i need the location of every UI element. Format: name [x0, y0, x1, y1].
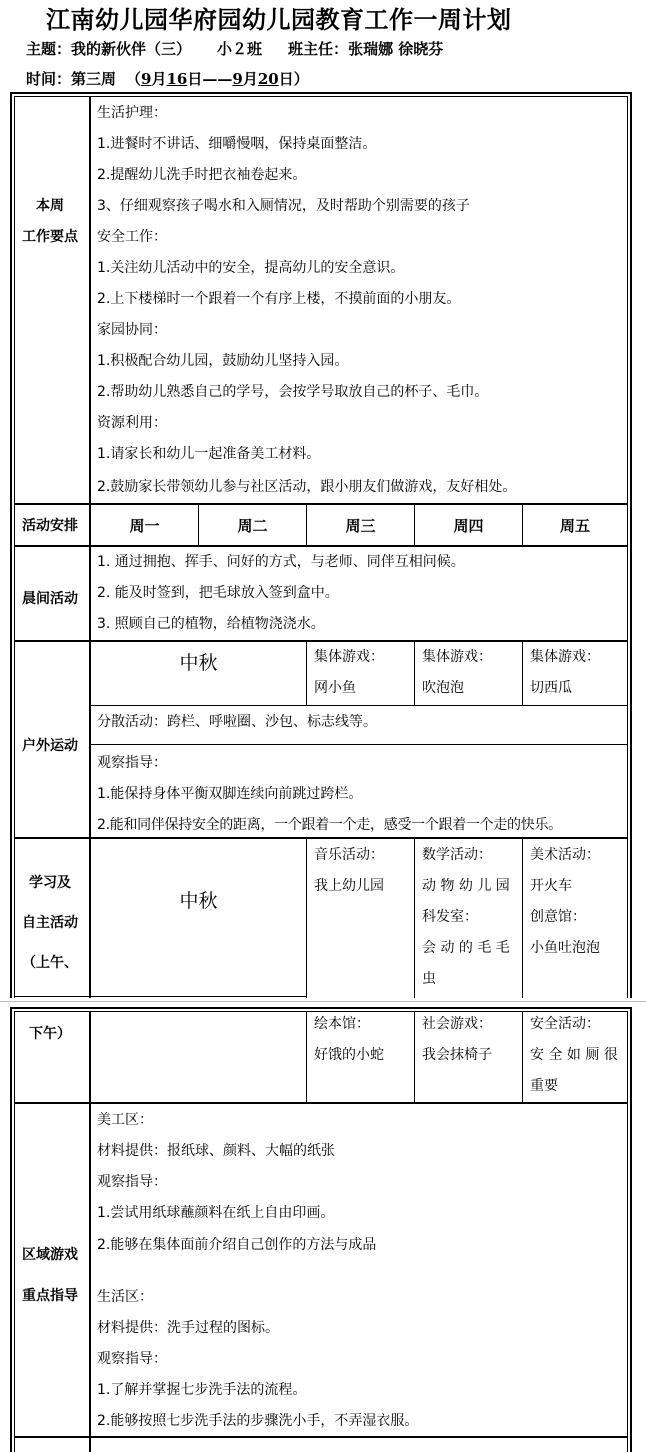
area-line: 观察指导： [97, 1351, 167, 1367]
key-point-line: 2.帮助幼儿熟悉自己的学号，会按学号取放自己的杯子、毛巾。 [97, 384, 489, 400]
theme-line [26, 38, 443, 59]
study-thu-title: 数学活动： [422, 847, 492, 863]
key-points-label-1: 本周 [36, 198, 64, 214]
day-char-2: 日） [278, 70, 309, 88]
outdoor-fri-game: 切西瓜 [530, 680, 572, 696]
end-day: 20 [257, 70, 279, 88]
study-thu-activity-2: 会 动 的 毛 毛 [422, 940, 510, 956]
study-thu-activity: 动 物 幼 儿 园 [422, 878, 510, 894]
outdoor-thu-title: 集体游戏： [422, 649, 492, 665]
day-wednesday: 周三 [345, 517, 376, 535]
key-point-line: 1.关注幼儿活动中的安全，提高幼儿的安全意识。 [97, 260, 405, 276]
date-open: （ [126, 70, 142, 88]
time-line [26, 68, 309, 89]
outdoor-wed-game: 网小鱼 [314, 680, 356, 696]
theme-value: 我的新伙伴（三） [71, 40, 192, 58]
outdoor-label: 户外运动 [22, 738, 78, 754]
day-tuesday: 周二 [237, 517, 268, 535]
morning-line: 3. 照顾自己的植物，给植物浇浇水。 [97, 616, 325, 632]
study-p2-fri-title: 安全活动： [530, 1016, 600, 1032]
outdoor-scatter: 分散活动：跨栏、呼啦圈、沙包、标志线等。 [97, 714, 377, 730]
page-title: 江南幼儿园华府园幼儿园教育工作一周计划 [46, 5, 512, 34]
area-label-1: 区域游戏 [22, 1247, 78, 1263]
page-break-line [0, 1001, 646, 1002]
key-point-line: 1.积极配合幼儿园，鼓励幼儿坚持入园。 [97, 353, 349, 369]
key-point-line: 资源利用： [97, 415, 167, 431]
key-point-line: 3、仔细观察孩子喝水和入厕情况，及时帮助个别需要的孩子 [97, 198, 470, 214]
area-line: 2.能够按照七步洗手法的步骤洗小手，不弄湿衣服。 [97, 1413, 419, 1429]
area-line: 美工区： [97, 1112, 153, 1128]
outdoor-wed-title: 集体游戏： [314, 649, 384, 665]
schedule-label: 活动安排 [22, 518, 78, 534]
area-line: 材料提供：报纸球、颜料、大幅的纸张 [97, 1143, 335, 1159]
week-value: 第三周 [71, 70, 117, 88]
area-line: 1.了解并掌握七步洗手法的流程。 [97, 1382, 307, 1398]
study-wed-title: 音乐活动： [314, 847, 384, 863]
outdoor-holiday: 中秋 [179, 652, 218, 674]
key-point-line: 1.请家长和幼儿一起准备美工材料。 [97, 446, 321, 462]
outdoor-fri-title: 集体游戏： [530, 649, 600, 665]
study-p2-fri-activity: 安 全 如 厕 很 [530, 1047, 618, 1063]
study-label-3: （上午、 [22, 955, 78, 971]
study-fri-title: 美术活动： [530, 847, 600, 863]
month-char-2: 月 [242, 70, 258, 88]
teacher-names: 张瑞娜 徐晓芬 [348, 40, 444, 58]
area-label-2: 重点指导 [22, 1288, 78, 1304]
start-day: 16 [166, 70, 188, 88]
area-line: 2.能够在集体面前介绍自己创作的方法与成品 [97, 1237, 377, 1253]
morning-line: 2. 能及时签到，把毛球放入签到盒中。 [97, 585, 339, 601]
study-fri-activity: 开火车 [530, 878, 572, 894]
day-friday: 周五 [559, 517, 590, 535]
morning-label: 晨间活动 [22, 591, 78, 607]
area-line: 1.尝试用纸球蘸颜料在纸上自由印画。 [97, 1205, 335, 1221]
time-label: 时间： [26, 70, 72, 88]
outdoor-obs-title: 观察指导： [97, 755, 167, 771]
study-wed-activity: 我上幼儿园 [314, 878, 384, 894]
morning-line: 1. 通过拥抱、挥手、问好的方式，与老师、同伴互相问候。 [97, 554, 465, 570]
study-thu-title-2: 科发室： [422, 909, 478, 925]
month-char-1: 月 [151, 70, 167, 88]
study-p2-fri-activity-b: 重要 [530, 1078, 558, 1094]
class-name: 小２班 [217, 40, 263, 58]
study-p2-wed-title: 绘本馆： [314, 1016, 370, 1032]
day-char-1: 日—— [187, 70, 233, 88]
key-point-line: 2.鼓励家长带领幼儿参与社区活动，跟小朋友们做游戏，友好相处。 [97, 479, 517, 495]
theme-label: 主题： [26, 40, 72, 58]
outdoor-obs-line: 2.能和同伴保持安全的距离，一个跟着一个走，感受一个跟着一个走的快乐。 [97, 817, 562, 833]
key-point-line: 生活护理： [97, 105, 167, 121]
study-fri-activity-2: 小鱼吐泡泡 [530, 940, 600, 956]
key-point-line: 1.进餐时不讲话、细嚼慢咽，保持桌面整洁。 [97, 136, 377, 152]
day-monday: 周一 [129, 517, 160, 535]
end-month: 9 [232, 70, 243, 88]
study-label-1: 学习及 [29, 875, 71, 891]
teacher-label: 班主任： [288, 40, 349, 58]
key-point-line: 安全工作： [97, 229, 167, 245]
study-fri-title-2: 创意馆： [530, 909, 586, 925]
key-point-line: 2.上下楼梯时一个跟着一个有序上楼，不摸前面的小朋友。 [97, 291, 461, 307]
study-label-2: 自主活动 [22, 915, 78, 931]
outdoor-obs-line: 1.能保持身体平衡双脚连续向前跳过跨栏。 [97, 786, 363, 802]
outdoor-thu-game: 吹泡泡 [422, 680, 464, 696]
area-line: 材料提供：洗手过程的图标。 [97, 1320, 279, 1336]
day-thursday: 周四 [453, 517, 484, 535]
study-p2-wed-activity: 好饿的小蛇 [314, 1047, 384, 1063]
study-thu-activity-2b: 虫 [422, 971, 436, 987]
area-line: 生活区： [97, 1289, 153, 1305]
key-point-line: 家园协同： [97, 322, 167, 338]
study-p2-thu-activity: 我会抹椅子 [422, 1047, 492, 1063]
study-label-4: 下午） [29, 1026, 71, 1042]
area-line: 观察指导： [97, 1174, 167, 1190]
key-point-line: 2.提醒幼儿洗手时把衣袖卷起来。 [97, 167, 307, 183]
study-holiday: 中秋 [179, 890, 218, 912]
start-month: 9 [141, 70, 152, 88]
key-points-label-2: 工作要点 [22, 229, 78, 245]
study-p2-thu-title: 社会游戏： [422, 1016, 492, 1032]
